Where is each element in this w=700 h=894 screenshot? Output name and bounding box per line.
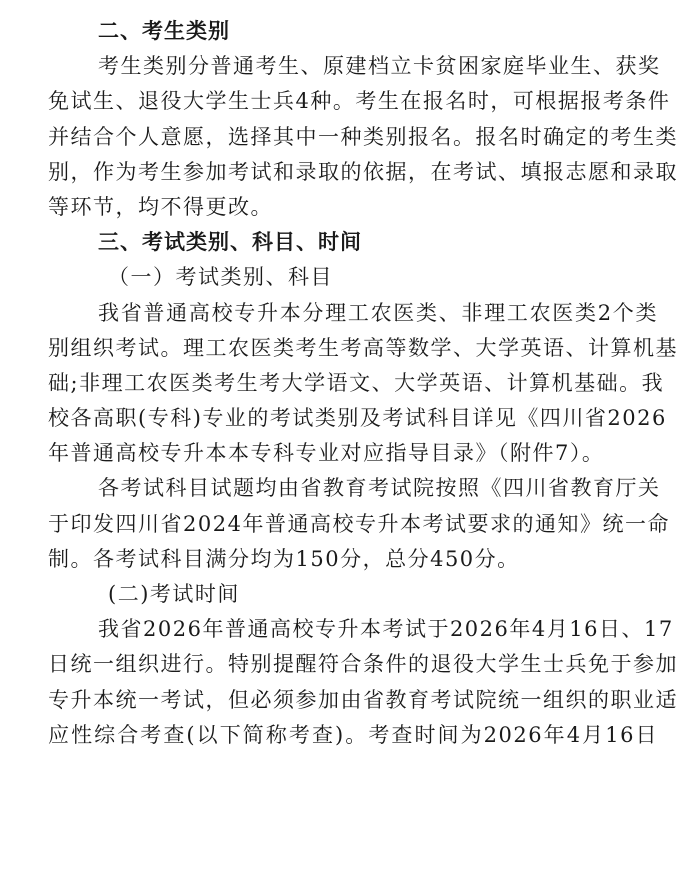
paragraph-line: 础;非理工农医类考生考大学语文、大学英语、计算机基础。我 — [48, 370, 665, 395]
paragraph-line: 并结合个人意愿，选择其中一种类别报名。报名时确定的考生类 — [48, 124, 678, 149]
paragraph-line: 我省2026年普通高校专升本考试于2026年4月16日、17 — [98, 617, 674, 642]
paragraph-line: 专升本统一考试，但必须参加由省教育考试院统一组织的职业适 — [48, 687, 678, 712]
paragraph-line: 等环节，均不得更改。 — [48, 194, 273, 219]
section-heading-candidate-category: 二、考生类别 — [98, 19, 230, 43]
subsection-heading-exam-category-subject: （一）考试类别、科目 — [108, 265, 333, 290]
paragraph-line: 各考试科目试题均由省教育考试院按照《四川省教育厅关 — [98, 476, 661, 501]
paragraph-line: 年普通高校专升本本专科专业对应指导目录》（附件7）。 — [48, 441, 605, 466]
paragraph-line: 别组织考试。理工农医类考生考高等数学、大学英语、计算机基 — [48, 335, 678, 360]
paragraph-line: 应性综合考查(以下简称考查)。考查时间为2026年4月16日 — [48, 722, 658, 747]
paragraph-line: 日统一组织进行。特别提醒符合条件的退役大学生士兵免于参加 — [48, 652, 678, 677]
paragraph-line: 于印发四川省2024年普通高校专升本考试要求的通知》统一命 — [48, 511, 670, 536]
paragraph-line: 制。各考试科目满分均为150分，总分450分。 — [48, 546, 520, 571]
document-page — [48, 14, 678, 753]
section-heading-exam-category-subject-time: 三、考试类别、科目、时间 — [98, 230, 362, 255]
paragraph-line: 考生类别分普通考生、原建档立卡贫困家庭毕业生、获奖 — [98, 54, 661, 79]
subsection-heading-exam-time: (二)考试时间 — [108, 582, 240, 606]
paragraph-line: 免试生、退役大学生士兵4种。考生在报名时，可根据报考条件 — [48, 89, 671, 114]
paragraph-line: 别，作为考生参加考试和录取的依据，在考试、填报志愿和录取 — [48, 159, 678, 184]
paragraph-line: 校各高职(专科)专业的考试类别及考试科目详见《四川省2026 — [48, 406, 667, 431]
paragraph-line: 我省普通高校专升本分理工农医类、非理工农医类2个类 — [98, 300, 658, 325]
